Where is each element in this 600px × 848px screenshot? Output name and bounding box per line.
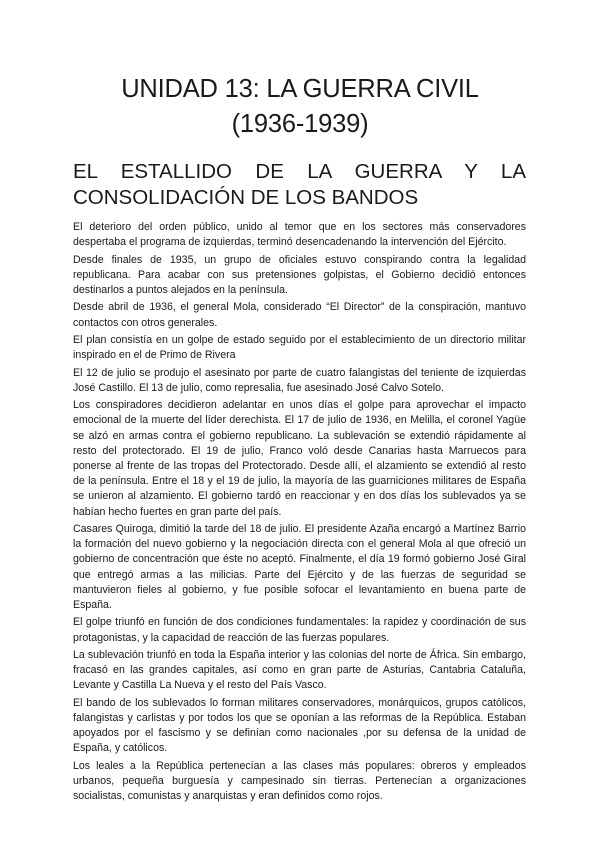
page-title-line-2: (1936-1939) (231, 110, 369, 138)
paragraph: El plan consistía en un golpe de estado seguido por el establecimiento de un directorio militar inspirado en el de Primo de Rivera (73, 333, 526, 362)
paragraph: Los conspiradores decidieron adelantar en unos días el golpe para aprovechar el impacto emocional de la muerte del líder derechista. El 17 de julio de 1936, en Melilla, el coronel Yagüe se alzó en armas contra el gobierno republicano. La sublevación se extendió rápidamente al resto del protectorado. El 19 de julio, Franco voló desde Canarias hasta Marruecos para ponerse al frente de las tropas del Protectorado. Desde allí, el alzamiento se extendió al resto de la península. Entre el 18 y el 19 de julio, la mayoría de las guarniciones militares de España se unieron al alzamiento. El gobierno tardó en reaccionar y en dos días los sublevados ya se habían hecho fuertes en gran parte del país. (73, 399, 526, 518)
paragraph: El deterioro del orden público, unido al temor que en los sectores más conservadores despertaba el programa de izquierdas, terminó desencadenando la intervención del Ejército. (73, 221, 526, 249)
section-heading-line-2: CONSOLIDACIÓN DE LOS BANDOS (73, 186, 419, 209)
section-heading (73, 159, 526, 211)
paragraph: Los leales a la República pertenecían a las clases más populares: obreros y empleados urbanos, pequeña burguesía y campesinado sin tierras. Pertenecían a organizaciones socialistas, comunistas y anarquistas y eran definidos como rojos. (73, 759, 526, 803)
paragraph: Desde finales de 1935, un grupo de oficiales estuvo conspirando contra la legalidad republicana. Para acabar con sus pretensiones golpistas, el Gobierno decidió entonces destinarlos a puntos alejados en la península. (73, 253, 526, 296)
paragraph: La sublevación triunfó en toda la España interior y las colonias del norte de África. Sin embargo, fracasó en las grandes capitales, así como en gran parte de Asturias, Cantabria Cataluña, Levante y Castilla La Nueva y el resto del País Vasco. (73, 648, 526, 692)
paragraph: Casares Quiroga, dimitió la tarde del 18 de julio. El presidente Azaña encargó a Martínez Barrio la formación del nuevo gobierno y la negociación directa con el general Mola al que ofreció un gobierno de concentración que éste no aceptó. Finalmente, el día 19 formó gobierno José Giral que entregó armas a las milicias. Parte del Ejército y de las fuerzas de seguridad se mantuvieron fieles al gobierno, y fue posible sofocar el levantamiento en buena parte de España. (73, 522, 526, 611)
paragraph: El 12 de julio se produjo el asesinato por parte de cuatro falangistas del teniente de izquierdas José Castillo. El 13 de julio, como represalia, fue asesinado José Calvo Sotelo. (73, 366, 526, 394)
document-body (73, 220, 526, 807)
paragraph: El bando de los sublevados lo forman militares conservadores, monárquicos, grupos católicos, falangistas y carlistas y por todos los que se oponían a las reformas de la República. Estaban apoyados por el fascismo y se definían como nacionales ,por su defensa de la unidad de España, y católicos. (73, 696, 526, 755)
page-title (60, 72, 540, 142)
paragraph: El golpe triunfó en función de dos condiciones fundamentales: la rapidez y coordinación de sus protagonistas, y la capacidad de reacción de las fuerzas populares. (73, 616, 526, 644)
section-heading-line-1: EL ESTALLIDO DE LA GUERRA Y LA (73, 160, 526, 183)
page-title-line-1: UNIDAD 13: LA GUERRA CIVIL (121, 75, 479, 103)
paragraph: Desde abril de 1936, el general Mola, considerado “El Director” de la conspiración, mantuvo contactos con otros generales. (73, 301, 526, 329)
